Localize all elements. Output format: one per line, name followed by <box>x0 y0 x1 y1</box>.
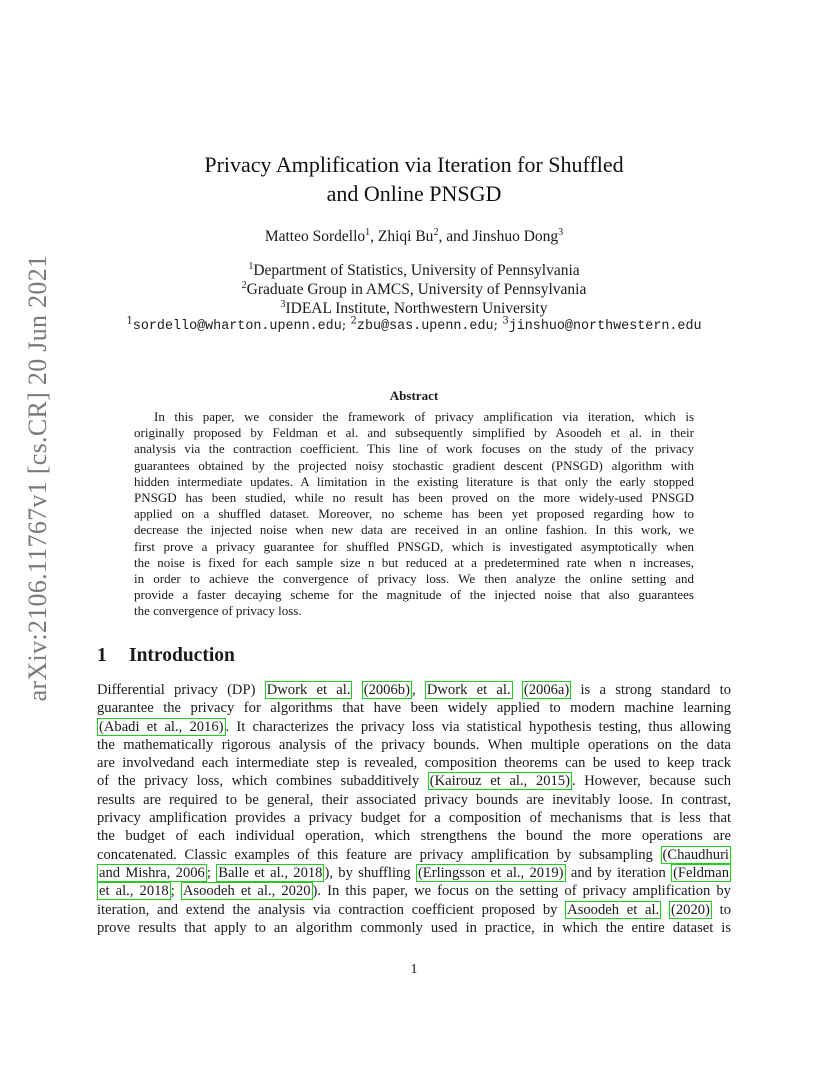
body-text-run <box>513 682 522 698</box>
abstract-line: analysis via the contraction coefficient. This line of work focuses on the study of the privacy <box>134 441 694 457</box>
email-mark: 3 <box>502 315 509 327</box>
page-number: 1 <box>410 962 418 977</box>
body-line <box>97 882 731 900</box>
body-text <box>97 681 731 937</box>
body-text-run: of the privacy loss, which combines subadditively <box>97 773 428 790</box>
body-text-run <box>352 682 361 698</box>
author-name: Jinshuo Dong <box>472 228 559 245</box>
body-line <box>97 864 731 882</box>
citation-link[interactable]: (Erlingsson et al., 2019) <box>417 864 564 881</box>
abstract-body <box>134 409 694 619</box>
body-line <box>97 846 731 864</box>
body-text-run: concatenated. Classic examples of this feature are privacy amplification by subsampling <box>97 846 661 863</box>
email-mark: 1 <box>126 315 133 327</box>
abstract-line: hidden intermediate updates. A limitation in the existing literature is that only the early stopped <box>134 473 694 489</box>
author-affil-mark: 2 <box>433 226 439 238</box>
citation-link[interactable]: (Kairouz et al., 2015) <box>429 773 570 790</box>
abstract-line: In this paper, we consider the framework of privacy amplification via iteration, which is <box>154 409 694 424</box>
affiliation <box>0 280 828 299</box>
citation-link[interactable]: Asoodeh et al. <box>567 901 660 918</box>
section-heading <box>97 645 235 667</box>
citation-link[interactable]: (2006a) <box>523 682 570 698</box>
body-text-run: the mathematically rigorous analysis of the privacy bounds. When multiple operations on the data <box>97 736 731 753</box>
affil-mark: 3 <box>280 298 286 310</box>
abstract-line: in order to achieve the convergence of privacy loss. We then analyze the online setting and <box>134 570 694 586</box>
citation-link[interactable]: (2020) <box>670 901 710 918</box>
body-text-run <box>661 902 669 918</box>
affil-text: Department of Statistics, University of Pennsylvania <box>253 262 580 279</box>
arxiv-side-stamp: arXiv:2106.11767v1 [cs.CR] 20 Jun 2021 <box>23 254 52 702</box>
affil-mark: 1 <box>248 260 254 272</box>
body-line <box>97 919 731 937</box>
email-list <box>0 315 828 334</box>
email-link[interactable]: zbu@sas.upenn.edu <box>356 319 494 334</box>
citation-link[interactable]: Asoodeh et al., 2020 <box>182 883 311 900</box>
body-text-run: ), by shuffling <box>324 864 416 881</box>
body-text-run: privacy amplification provides a privacy budget for a composition of mechanisms that is less that <box>97 810 731 827</box>
citation-link[interactable]: et al., 2018 <box>99 883 169 900</box>
citation-link[interactable]: (2006b) <box>363 682 410 698</box>
body-line <box>97 809 731 827</box>
body-text-run: ). In this paper, we focus on the setting of privacy amplification by <box>312 883 731 900</box>
abstract-line: PNSGD has been studied, while no result has been proved on the more widely-used PNSGD <box>134 489 694 505</box>
body-text-run: results are required to be general, their associated privacy bounds are inevitably loose. In contrast, <box>97 791 731 808</box>
affiliations <box>0 261 828 318</box>
body-text-run: ; <box>206 864 217 881</box>
section-title: Introduction <box>129 645 235 666</box>
email-link[interactable]: sordello@wharton.upenn.edu <box>132 319 342 334</box>
body-text-run: are involvedand each intermediate step is revealed, composition theorems can be used to keep track <box>97 755 731 772</box>
body-text-run: to <box>711 901 731 918</box>
author-affil-mark: 1 <box>365 226 371 238</box>
abstract-heading: Abstract <box>389 388 439 403</box>
abstract-line: first prove a privacy guarantee for shuffled PNSGD, which is investigated asymptotically when <box>134 538 694 554</box>
body-text-run: , <box>411 682 425 698</box>
author-separator: , <box>370 228 378 245</box>
abstract-line: the convergence of privacy loss. <box>134 603 302 619</box>
title-line-1: Privacy Amplification via Iteration for Shuffled <box>204 152 624 177</box>
email-separator: ; <box>341 318 347 333</box>
body-line <box>97 736 731 754</box>
body-text-run: . However, because such <box>571 773 732 790</box>
body-line <box>97 699 731 717</box>
body-line <box>97 754 731 772</box>
body-text-run: prove results that apply to an algorithm commonly used in practice, in which the entire dataset is <box>97 919 731 936</box>
citation-link[interactable]: (Feldman <box>673 864 729 881</box>
affiliation <box>0 299 828 318</box>
abstract-line: originally proposed by Feldman et al. and subsequently simplified by Asoodeh et al. in their <box>134 425 694 441</box>
citation-link[interactable]: Dwork et al. <box>426 682 511 698</box>
title-line-2: and Online PNSGD <box>326 181 502 206</box>
affil-mark: 2 <box>241 279 247 291</box>
body-text-run: Differential privacy (DP) <box>97 682 265 698</box>
citation-link[interactable]: Dwork et al. <box>266 682 351 698</box>
body-line <box>97 718 731 736</box>
affil-text: Graduate Group in AMCS, University of Pennsylvania <box>246 281 587 298</box>
body-text-run: . It characterizes the privacy loss via statistical hypothesis testing, thus allowing <box>225 718 731 735</box>
email-mark: 2 <box>350 315 357 327</box>
body-line <box>97 791 731 809</box>
abstract-line: provide a faster decaying scheme for the magnitude of the injected noise that also guarantees <box>134 587 694 603</box>
citation-link[interactable]: (Chaudhuri <box>662 846 729 863</box>
author-name: Zhiqi Bu <box>377 228 434 245</box>
affil-text: IDEAL Institute, Northwestern University <box>285 300 548 317</box>
author-name: Matteo Sordello <box>264 228 366 245</box>
abstract-line: decrease the injected noise when new data are received in an online fashion. In this work, we <box>134 522 694 538</box>
body-line <box>97 827 731 845</box>
body-line <box>97 772 731 790</box>
paper-title <box>0 150 828 208</box>
section-number: 1 <box>97 645 107 666</box>
body-text-run: iteration, and extend the analysis via contraction coefficient proposed by <box>97 901 566 918</box>
author-affil-mark: 3 <box>558 226 564 238</box>
body-text-run: and by iteration <box>565 864 672 881</box>
body-line <box>97 901 731 919</box>
body-text-run: guarantee the privacy for algorithms that have been widely applied to modern machine learning <box>97 700 731 717</box>
citation-link[interactable]: and Mishra, 2006 <box>99 864 205 881</box>
author-list <box>0 228 828 246</box>
abstract-line: guarantees obtained by the projected noisy stochastic gradient descent (PNSGD) algorithm with <box>134 457 694 473</box>
abstract-line: applied on a shuffled dataset. Moreover, no scheme has been yet proposed regarding how to <box>134 506 694 522</box>
abstract-line: the noise is fixed for each sample size n but reduced at a predetermined rate when n increases, <box>134 554 694 570</box>
citation-link[interactable]: (Abadi et al., 2016) <box>99 718 224 735</box>
email-separator: ; <box>493 318 499 333</box>
affiliation <box>0 261 828 280</box>
body-text-run: ; <box>170 883 181 900</box>
citation-link[interactable]: Balle et al., 2018 <box>218 864 323 881</box>
author-separator: , and <box>438 228 473 245</box>
body-line <box>97 681 731 699</box>
body-text-run: the budget of each individual operation, which strengthens the bound the more operations are <box>97 828 731 845</box>
body-text-run: is a strong standard to <box>571 682 731 698</box>
email-link[interactable]: jinshuo@northwestern.edu <box>508 319 702 334</box>
